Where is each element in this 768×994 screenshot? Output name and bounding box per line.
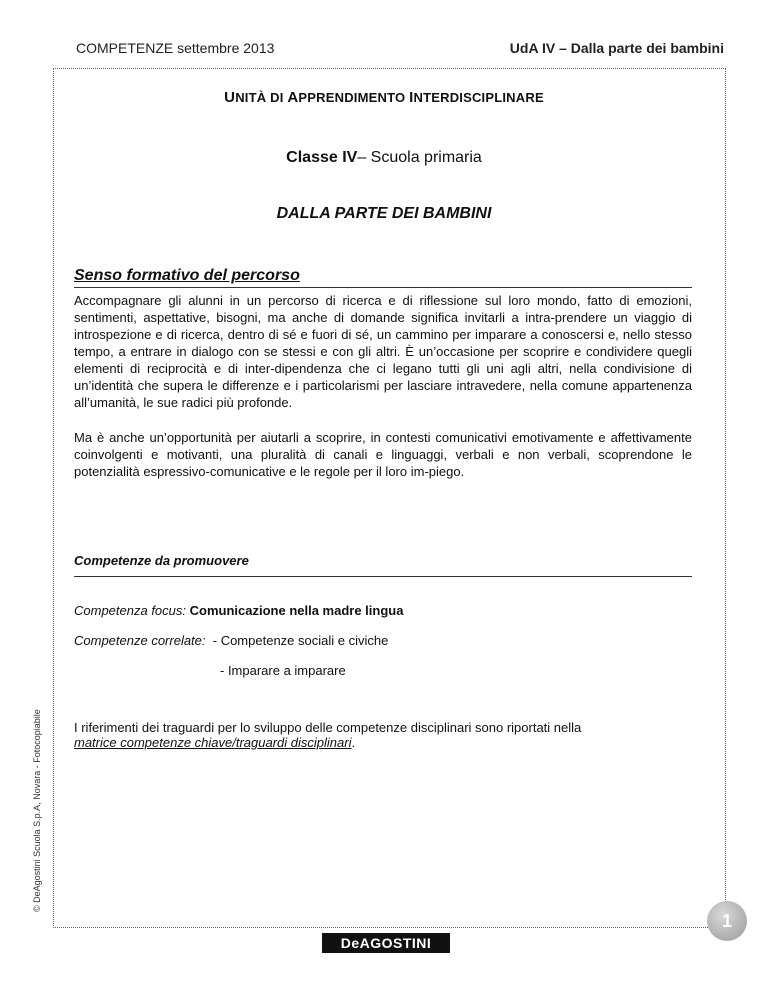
competenza-focus-label: Competenza focus: (74, 603, 187, 618)
competenze-correlate (74, 633, 388, 648)
unit-title-nita: NITÀ DI (235, 90, 288, 105)
unit-title (0, 89, 768, 106)
competenze-correlate-label: Competenze correlate: (74, 633, 206, 648)
unit-title-nterdisciplinare: NTERDISCIPLINARE (413, 90, 544, 105)
paragraph-1: Accompagnare gli alunni in un percorso di ricerca e di riflessione sul loro mondo, fatto di emozioni, sentimenti, aspettative, bisogni, ma anche di domande significa invitarli a intra-prendere un viaggio di introspezione e di ricerca, dentro di sé e fuori di sé, un cammino per imparare a conoscersi e, nello stesso tempo, a entrare in dialogo con se stessi e con gli altri. È un’occasione per scoprire e condividere quegli elementi di reciprocità e di inter-dipendenza che ci legano tutti gli uni agli altri, nella condivisione di un’identità che supera le differenze e i particolarismi per lasciare intravedere, nella comune appartenenza all’umanità, le sue radici più profonde. (74, 293, 692, 410)
unit-title-u: U (224, 89, 236, 106)
class-line-rest: – Scuola primaria (357, 149, 482, 166)
unit-title-i: I (409, 89, 414, 106)
main-title: DALLA PARTE DEI BAMBINI (276, 205, 492, 222)
section-heading-senso: Senso formativo del percorso (74, 267, 300, 284)
competenze-correlate-2: - Imparare a imparare (220, 663, 346, 678)
paragraph-2: Ma è anche un’opportunità per aiutarli a scoprire, in contesti comunicativi emotivamente e affettivamente coinvolgenti e motivanti, una pluralità di canali e linguaggi, verbali e non verbali, scoprendone le potenzialità espressivo-comunicative e le regole per il loro im-piego. (74, 430, 692, 479)
header-right: UdA IV – Dalla parte dei bambini (509, 40, 724, 56)
page-number-badge: 1 (707, 901, 747, 941)
riferimenti-text: I riferimenti dei traguardi per lo sviluppo delle competenze disciplinari sono riportati nella (74, 720, 582, 735)
riferimenti-note (74, 720, 692, 750)
matrice-link[interactable]: matrice competenze chiave/traguardi disciplinari (74, 735, 352, 750)
class-line (0, 149, 768, 167)
competenze-correlate-1: - Competenze sociali e civiche (212, 633, 389, 648)
header-left: COMPETENZE settembre 2013 (76, 40, 275, 56)
class-line-bold: Classe IV (286, 149, 358, 166)
deagostini-logo: DeAGOSTINI (322, 933, 450, 953)
riferimenti-end: . (351, 735, 356, 750)
copyright-side-text: © DeAgostini Scuola S.p.A, Novara - Fotocopiabile (32, 709, 42, 912)
unit-title-pprendimento: PPRENDIMENTO (298, 90, 410, 105)
competenza-focus (74, 603, 403, 618)
unit-title-a: A (287, 89, 299, 106)
competenza-focus-value: Comunicazione nella madre lingua (189, 603, 404, 618)
section-rule-1 (74, 287, 692, 288)
page-frame (53, 68, 726, 928)
section-heading-competenze: Competenze da promuovere (74, 553, 249, 568)
section-rule-2 (74, 576, 692, 577)
